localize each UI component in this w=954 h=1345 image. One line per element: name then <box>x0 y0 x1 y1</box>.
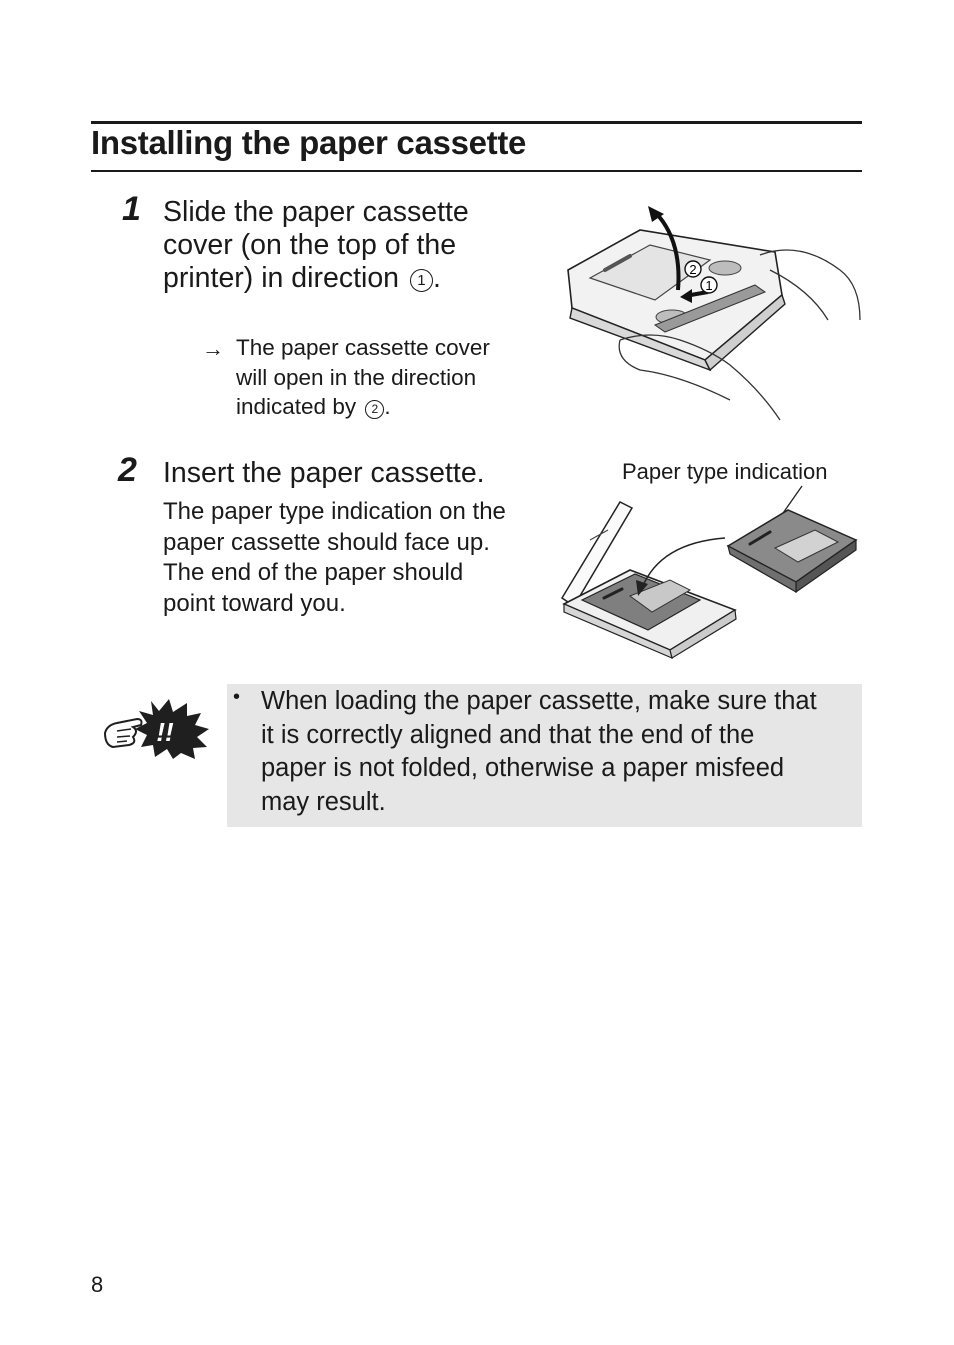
step-2-body <box>163 497 506 619</box>
cover-marker-1: 1 <box>705 278 713 293</box>
step-1-line-1: Slide the paper cassette <box>163 196 469 228</box>
direction-1-marker: 1 <box>410 269 433 292</box>
note-line-1: When loading the paper cassette, make sure that <box>261 687 817 715</box>
step-1-number: 1 <box>122 190 141 228</box>
direction-2-marker: 2 <box>365 400 384 419</box>
step-1-line-3-text: printer) in direction <box>163 262 407 294</box>
printer-cover-illustration <box>560 200 860 425</box>
step-1-result-line-1: The paper cassette cover <box>236 335 490 360</box>
caution-hand-icon <box>103 697 211 759</box>
cassette-insert-illustration <box>560 488 860 658</box>
title-rule-bottom <box>91 170 862 172</box>
note-bullet: • <box>233 686 241 708</box>
step-1-line-3 <box>163 262 469 295</box>
step-1-result-line-3 <box>236 392 490 422</box>
step-2-heading: Insert the paper cassette. <box>163 457 485 489</box>
step-2-body-line-2: paper cassette should face up. <box>163 528 490 556</box>
paper-type-caption: Paper type indication <box>622 459 828 484</box>
note-line-4: may result. <box>261 787 386 816</box>
step-1-period: . <box>432 262 441 294</box>
step-1-line-2: cover (on the top of the <box>163 229 457 261</box>
note-line-2: it is correctly aligned and that the end of the <box>261 720 755 749</box>
step-1-instruction <box>163 196 469 295</box>
step-2-number: 2 <box>118 451 137 489</box>
step-1-result-line-2: will open in the direction <box>236 364 477 390</box>
step-1-result <box>236 333 490 422</box>
page-number: 8 <box>91 1272 104 1297</box>
result-arrow-icon: → <box>202 336 224 361</box>
caution-mark-text: !! <box>156 717 174 747</box>
section-title: Installing the paper cassette <box>91 124 527 161</box>
note-line-3: paper is not folded, otherwise a paper misfeed <box>261 754 785 782</box>
step-1-result-line-3-text: indicated by <box>236 394 363 419</box>
step-2-body-line-3: The end of the paper should <box>163 559 464 586</box>
step-1-result-period: . <box>384 394 391 419</box>
cover-marker-2: 2 <box>689 262 697 277</box>
step-2-body-line-4: point toward you. <box>163 589 346 617</box>
step-2-body-line-1: The paper type indication on the <box>163 498 506 525</box>
note-text <box>261 685 861 819</box>
